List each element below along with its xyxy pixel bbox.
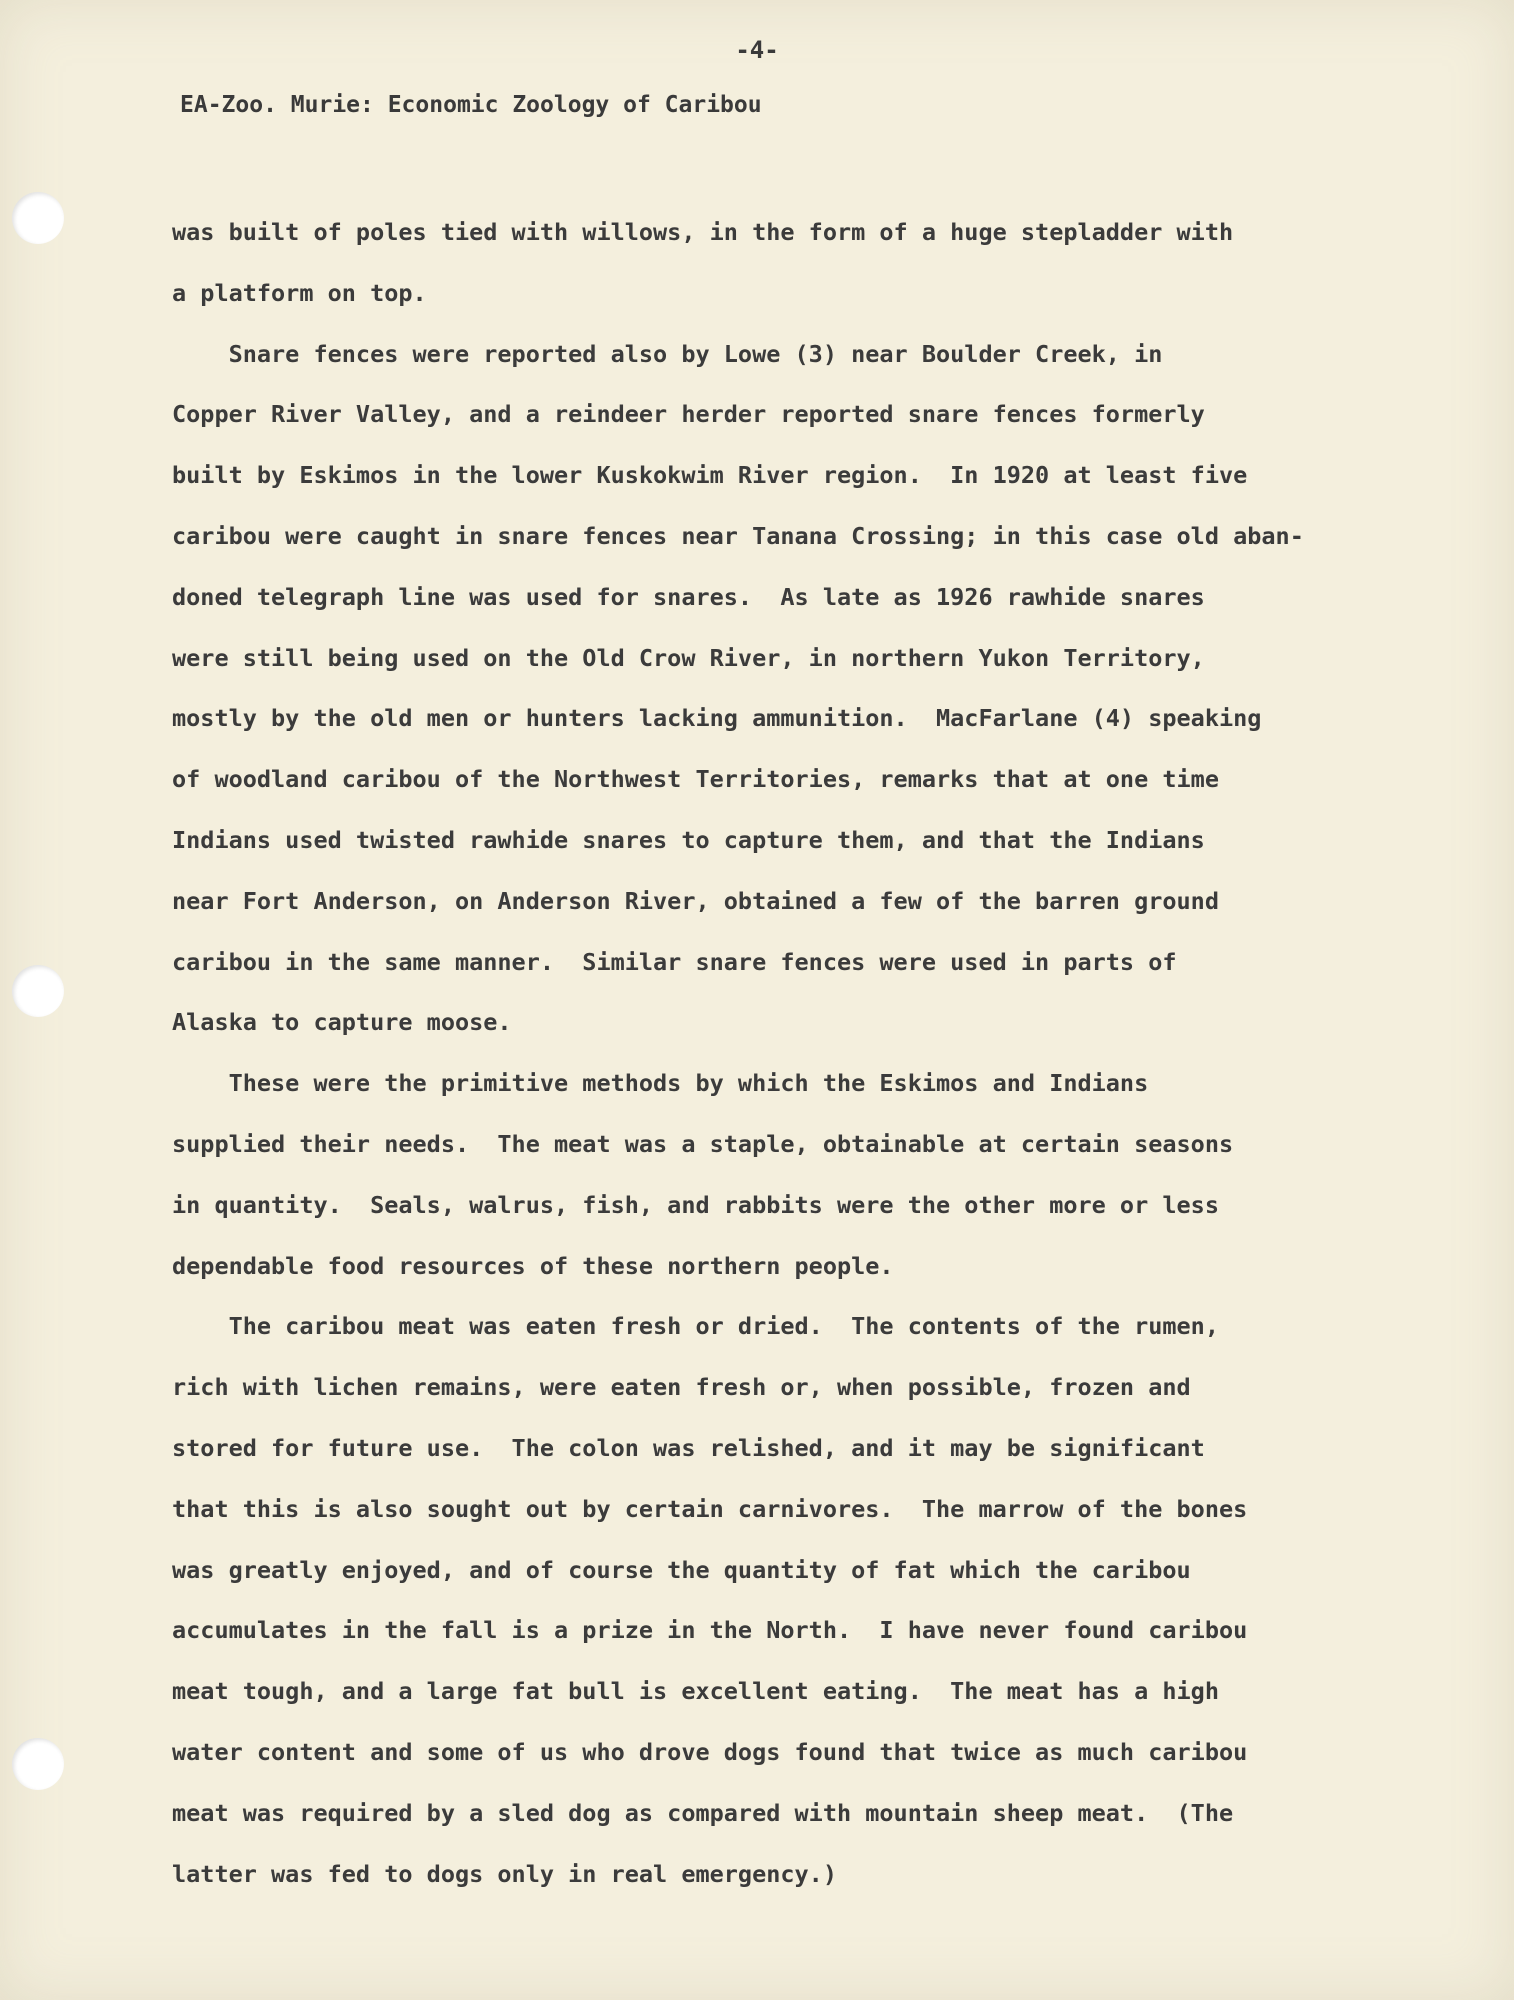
page-number: -4- bbox=[735, 36, 779, 64]
binder-hole bbox=[12, 965, 64, 1017]
text-line: was built of poles tied with willows, in the form of a huge stepladder with bbox=[172, 218, 1234, 246]
text-line: in quantity. Seals, walrus, fish, and rabbits were the other more or less bbox=[172, 1190, 1219, 1219]
text-line: near Fort Anderson, on Anderson River, obtained a few of the barren ground bbox=[172, 886, 1219, 915]
body-text bbox=[172, 214, 1412, 1916]
text-line: meat tough, and a large fat bull is excellent eating. The meat has a high bbox=[172, 1677, 1219, 1706]
text-line: doned telegraph line was used for snares. As late as 1926 rawhide snares bbox=[172, 582, 1205, 611]
text-line: latter was fed to dogs only in real emergency.) bbox=[172, 1859, 837, 1888]
text-line: supplied their needs. The meat was a staple, obtainable at certain seasons bbox=[172, 1129, 1234, 1158]
text-line: that this is also sought out by certain carnivores. The marrow of the bones bbox=[172, 1494, 1248, 1523]
text-line: was greatly enjoyed, and of course the quantity of fat which the caribou bbox=[172, 1555, 1191, 1584]
text-line: Alaska to capture moose. bbox=[172, 1008, 512, 1037]
text-line: stored for future use. The colon was relished, and it may be significant bbox=[172, 1433, 1205, 1462]
text-line: of woodland caribou of the Northwest Territories, remarks that at one time bbox=[172, 765, 1219, 794]
text-line: Indians used twisted rawhide snares to capture them, and that the Indians bbox=[172, 825, 1205, 854]
text-line: accumulates in the fall is a prize in the North. I have never found caribou bbox=[172, 1616, 1248, 1645]
text-line: meat was required by a sled dog as compared with mountain sheep meat. (The bbox=[172, 1798, 1234, 1827]
text-line: dependable food resources of these northern people. bbox=[172, 1251, 894, 1280]
text-line: were still being used on the Old Crow River, in northern Yukon Territory, bbox=[172, 643, 1205, 672]
text-line: mostly by the old men or hunters lacking ammunition. MacFarlane (4) speaking bbox=[172, 704, 1262, 733]
text-line: The caribou meat was eaten fresh or dried. The contents of the rumen, bbox=[172, 1312, 1219, 1341]
running-header: EA-Zoo. Murie: Economic Zoology of Caribou bbox=[180, 92, 762, 118]
text-line: a platform on top. bbox=[172, 278, 427, 307]
text-line: built by Eskimos in the lower Kuskokwim River region. In 1920 at least five bbox=[172, 461, 1248, 490]
text-line: water content and some of us who drove dogs found that twice as much caribou bbox=[172, 1737, 1248, 1766]
text-line: These were the primitive methods by which the Eskimos and Indians bbox=[172, 1069, 1149, 1098]
binder-hole bbox=[12, 192, 64, 244]
text-line: caribou in the same manner. Similar snare fences were used in parts of bbox=[172, 947, 1177, 976]
binder-hole bbox=[12, 1738, 64, 1790]
text-line: rich with lichen remains, were eaten fresh or, when possible, frozen and bbox=[172, 1373, 1191, 1402]
text-line: caribou were caught in snare fences near Tanana Crossing; in this case old aban- bbox=[172, 521, 1304, 550]
text-line: Copper River Valley, and a reindeer herder reported snare fences formerly bbox=[172, 400, 1205, 429]
text-line: Snare fences were reported also by Lowe (3) near Boulder Creek, in bbox=[172, 339, 1163, 368]
